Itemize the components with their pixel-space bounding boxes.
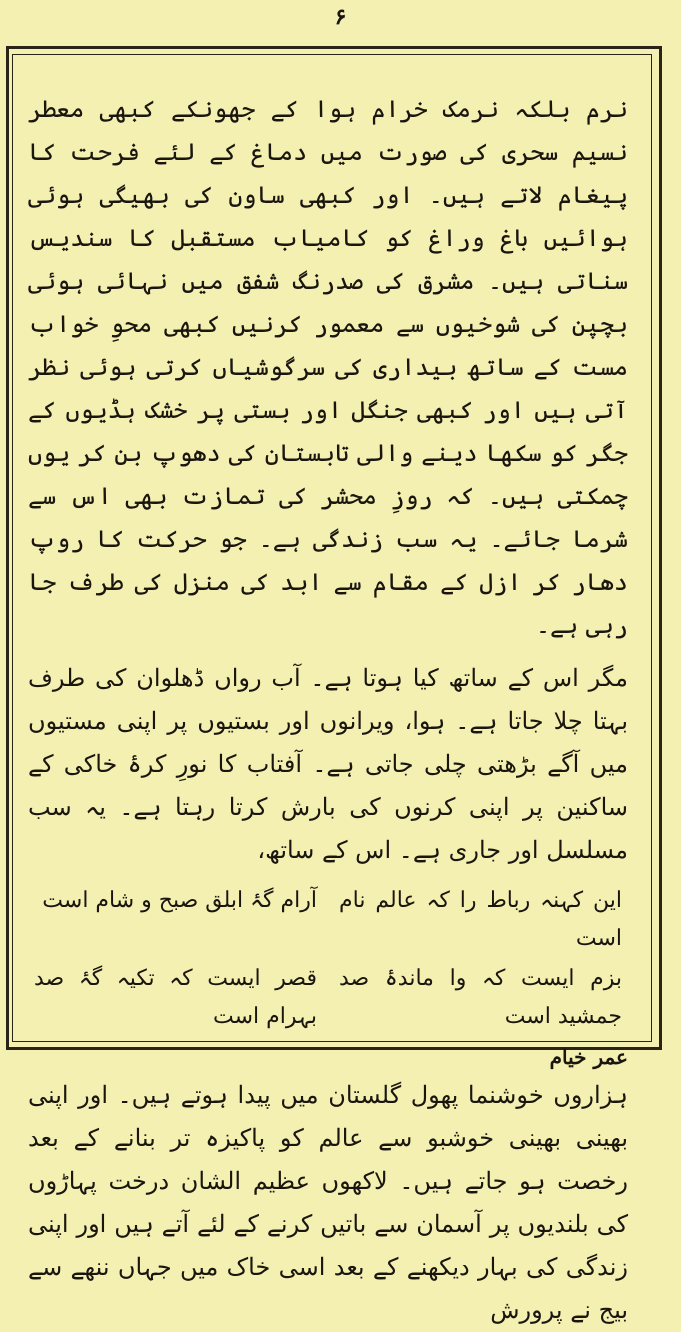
poet-attribution: عمر خیام [549, 1045, 628, 1069]
paragraph-1: نرم بلکہ نرمک خرام ہوا کے جھونکے کبھی معطر نسیم سحری کی صورت میں دماغ کے لئے فرحت کا پیغام لاتے ہیں۔ اور کبھی ساون کی بھیگی ہوئی ہوائیں باغ وراغ کو کامیاب مستقبل کا سندیس سناتی ہیں۔ مشرق کی صدرنگ شفق میں نہائی ہوئی بچپن کی شوخیوں سے معمور کرنیں کبھی محوِ خواب مست کے ساتھ بیداری کی سرگوشیاں کرتی ہوئی نظر آتی ہیں اور کبھی جنگل اور بستی پر خشک ہڈیوں کے جگر کو سکھا دینے والی تابستان کی دھوپ بن کر یوں چمکتی ہیں۔ کہ روزِ محشر کی تمازت بھی اس سے شرما جائے۔ یہ سب زندگی ہے۔ جو حرکت کا روپ دھار کر ازل کے مقام سے ابد کی منزل کی طرف جا رہی ہے۔ [28, 95, 628, 639]
persian-verse [34, 882, 622, 1036]
verse-line-4: قصر ایست کہ تکیہ گۂ صد بہرام است [34, 966, 317, 1029]
verse-line-2: آرام گۂ ابلق صبح و شام است [42, 888, 317, 913]
page-number: ۶ [334, 4, 347, 30]
paragraph-3: ہزاروں خوشنما پھول گلستان میں پیدا ہوتے ہیں۔ اور اپنی بھینی بھینی خوشبو سے عالم کو پاکیزہ تر بنانے کے بعد رخصت ہو جاتے ہیں۔ لاکھوں عظیم الشان درخت پہاڑوں کی بلندیوں پر آسمان سے باتیں کرنے کے لئے آتے ہیں اور اپنی زندگی کی بہار دیکھنے کے بعد اسی خاک میں جہاں ننھے سے بیج نے پرورش [28, 1081, 628, 1324]
verse-line-3: بزم ایست کہ وا ماندۂ صد جمشید است [339, 966, 622, 1029]
paragraph-2: مگر اس کے ساتھ کیا ہوتا ہے۔ آب رواں ڈھلوان کی طرف بہتا چلا جاتا ہے۔ ہوا، ویرانوں اور بستیوں پر اپنی مستیوں میں آگے بڑھتی چلی جاتی ہے۔ آفتاب کا نورِ کرۂ خاکی کے ساکنین پر اپنی کرنوں کی بارش کرتا رہتا ہے۔ یہ سب مسلسل اور جاری ہے۔ اس کے ساتھ، [28, 664, 629, 864]
page-text [28, 88, 629, 1324]
verse-line-1: این کہنہ رباط را کہ عالم نام است [339, 888, 622, 951]
